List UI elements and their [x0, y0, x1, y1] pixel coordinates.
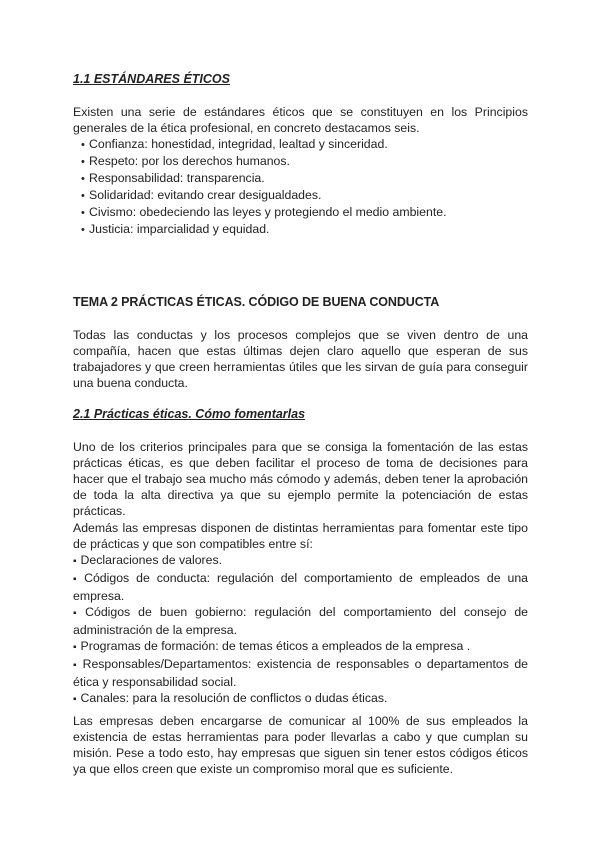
ethical-standards-list: [81, 136, 447, 238]
list-item: ▪ Códigos de conducta: regulación del comportamiento de empleados de una empresa.: [73, 570, 528, 604]
list-item: ▪ Responsables/Departamentos: existencia de responsables o departamentos de ética y responsabilidad social.: [73, 656, 528, 690]
list-item: ▪ Programas de formación: de temas éticos a empleados de la empresa .: [73, 638, 528, 656]
section-2-1-para1: Uno de los criterios principales para que se consiga la fomentación de las estas prácticas éticas, es que deben facilitar el proceso de toma de decisiones para hacer que el trabajo sea mucho más cómodo y además, deben tener la aprobación de toda la alta directiva ya que su ejemplo permite la potenciación de estas prácticas.: [73, 440, 528, 518]
tema-2-intro: Todas las conductas y los procesos complejos que se viven dentro de una compañía, hacen que estas últimas dejen claro aquello que esperan de sus trabajadores y que creen herramientas útiles que les sirvan de guía para conseguir una buena conducta.: [73, 328, 528, 390]
section-heading-1-1: 1.1 ESTÁNDARES ÉTICOS: [73, 72, 230, 86]
section-1-1-intro: Existen una serie de estándares éticos que se constituyen en los Principios generales de la ética profesional, en concreto destacamos seis.: [73, 105, 528, 135]
section-2-1-para3: Las empresas deben encargarse de comunicar al 100% de sus empleados la existencia de estas herramientas para poder llevarlas a cabo y que cumplan su misión. Pese a todo esto, hay empresas que siguen sin tener estos códigos éticos ya que ellos creen que existe un compromiso moral que es suficiente.: [73, 714, 528, 776]
list-item: • Respeto: por los derechos humanos.: [81, 153, 447, 170]
list-item: • Justicia: imparcialidad y equidad.: [81, 221, 447, 238]
list-item: ▪ Códigos de buen gobierno: regulación del comportamiento del consejo de administración de la empresa.: [73, 604, 528, 638]
section-2-1-para2-intro: Además las empresas disponen de distintas herramientas para fomentar este tipo de prácticas y que son compatibles entre sí:: [73, 521, 528, 551]
tools-list: [73, 552, 528, 708]
list-item: • Civismo: obedeciendo las leyes y protegiendo el medio ambiente.: [81, 204, 447, 221]
list-item: ▪ Canales: para la resolución de conflictos o dudas éticas.: [73, 690, 528, 708]
tema-2-heading: TEMA 2 PRÁCTICAS ÉTICAS. CÓDIGO DE BUENA CONDUCTA: [73, 295, 440, 309]
list-item: • Confianza: honestidad, integridad, lealtad y sinceridad.: [81, 136, 447, 153]
list-item: • Responsabilidad: transparencia.: [81, 170, 447, 187]
list-item: ▪ Declaraciones de valores.: [73, 552, 528, 570]
list-item: • Solidaridad: evitando crear desigualdades.: [81, 187, 447, 204]
section-heading-2-1: 2.1 Prácticas éticas. Cómo fomentarlas: [73, 407, 306, 421]
